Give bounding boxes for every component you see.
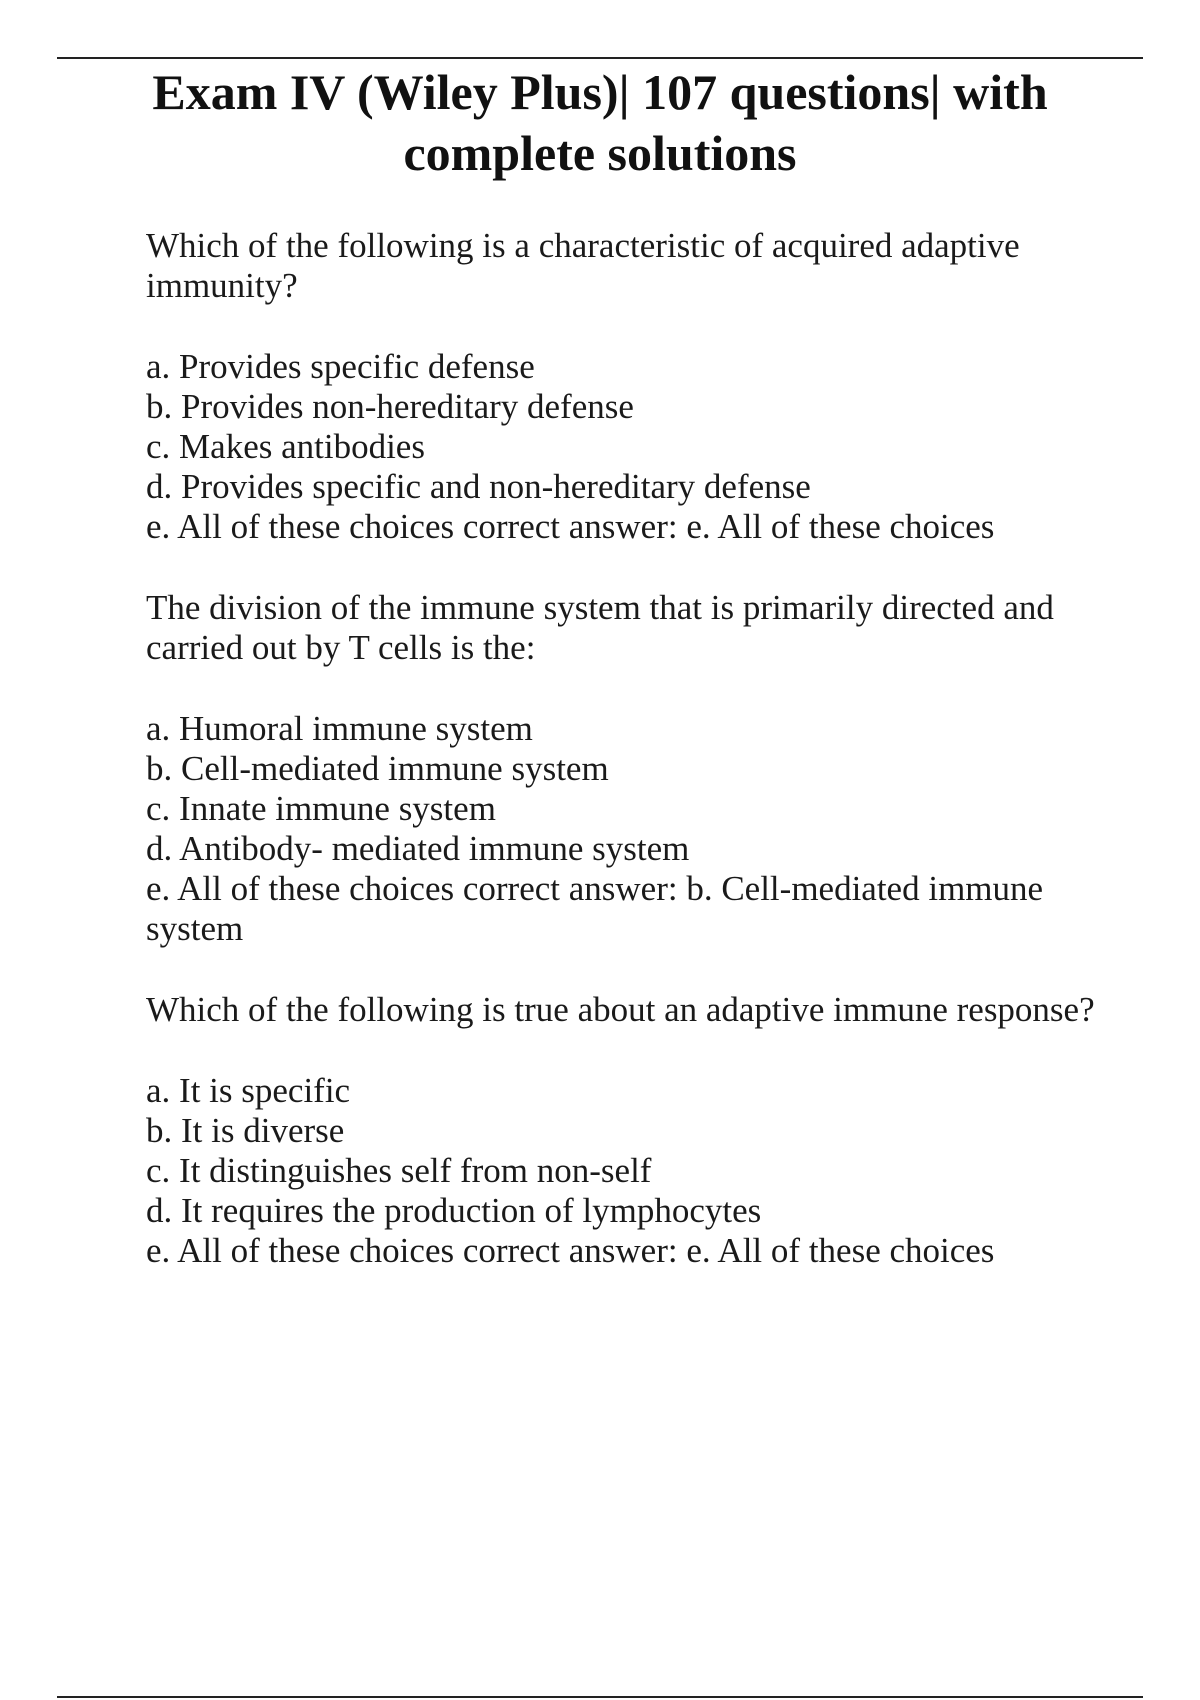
document-body bbox=[146, 226, 1106, 1312]
choice-c: c. It distinguishes self from non-self bbox=[146, 1151, 652, 1190]
answer-choices bbox=[146, 347, 1106, 547]
choice-c: c. Makes antibodies bbox=[146, 427, 425, 466]
bottom-rule bbox=[57, 1696, 1143, 1698]
choice-a: a. Humoral immune system bbox=[146, 709, 533, 748]
title-line-1: Exam IV (Wiley Plus)| 107 questions| with bbox=[152, 64, 1048, 120]
choice-d: d. It requires the production of lymphocytes bbox=[146, 1191, 762, 1230]
choice-a: a. It is specific bbox=[146, 1071, 351, 1110]
choice-b: b. Provides non-hereditary defense bbox=[146, 387, 634, 426]
title-line-2: complete solutions bbox=[403, 125, 797, 181]
question-prompt: Which of the following is true about an adaptive immune response? bbox=[146, 990, 1095, 1029]
answer-choices bbox=[146, 709, 1106, 949]
choice-e-with-answer: e. All of these choices correct answer: b. Cell-mediated immune system bbox=[146, 869, 1044, 948]
choice-b: b. Cell-mediated immune system bbox=[146, 749, 609, 788]
choice-e-with-answer: e. All of these choices correct answer: e. All of these choices bbox=[146, 1231, 995, 1270]
choice-b: b. It is diverse bbox=[146, 1111, 345, 1150]
question-prompt: The division of the immune system that is primarily directed and carried out by T cells is the: bbox=[146, 588, 1054, 667]
choice-c: c. Innate immune system bbox=[146, 789, 496, 828]
answer-choices bbox=[146, 1071, 1106, 1271]
choice-d: d. Antibody- mediated immune system bbox=[146, 829, 690, 868]
question-block-2 bbox=[146, 588, 1106, 949]
question-block-3 bbox=[146, 990, 1106, 1271]
choice-d: d. Provides specific and non-hereditary defense bbox=[146, 467, 811, 506]
document-title bbox=[100, 62, 1100, 184]
question-block-1 bbox=[146, 226, 1106, 547]
choice-e-with-answer: e. All of these choices correct answer: e. All of these choices bbox=[146, 507, 995, 546]
question-prompt: Which of the following is a characteristic of acquired adaptive immunity? bbox=[146, 226, 1020, 305]
top-rule bbox=[57, 57, 1143, 59]
choice-a: a. Provides specific defense bbox=[146, 347, 535, 386]
